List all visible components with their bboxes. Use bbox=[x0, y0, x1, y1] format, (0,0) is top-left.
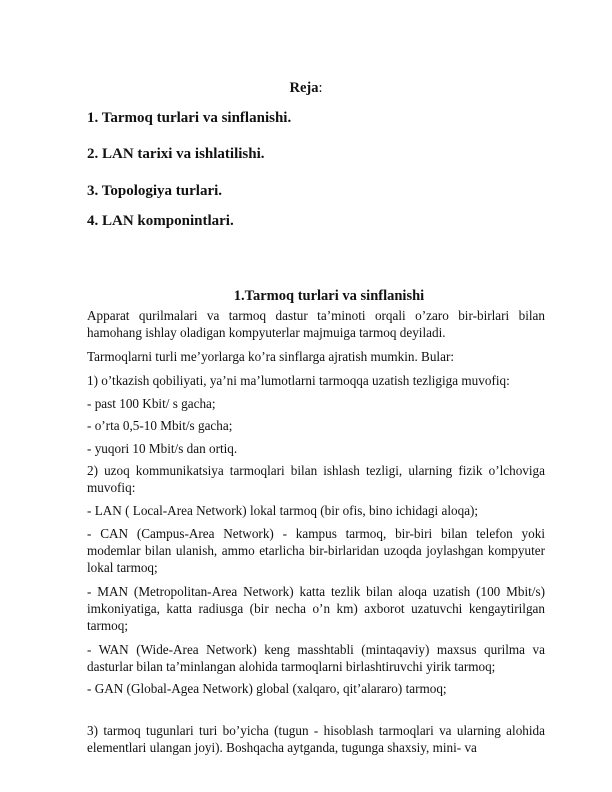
list-item-gan: - GAN (Global-Agea Network) global (xalqaro, qit’alararo) tarmoq; bbox=[87, 681, 447, 696]
list-item-can: - CAN (Campus-Area Network) - kampus tarmoq, bir-biri bilan telefon yoki modemlar bilan ulanish, ammo etarlicha bir-birlaridan uzoqda joylashgan kompyuter lokal tarmoq; bbox=[87, 526, 545, 575]
paragraph-criterion-3: 3) tarmoq tugunlari turi bo’yicha (tugun - hisoblash tarmoqlari va ularning alohida elementlari ulangan joyi). Boshqacha aytganda, tugunga shaxsiy, mini- va bbox=[87, 723, 545, 755]
plan-title: Reja bbox=[289, 80, 319, 96]
list-item-lan: - LAN ( Local-Area Network) lokal tarmoq (bir ofis, bino ichidagi aloqa); bbox=[87, 503, 479, 518]
list-item-wan: - WAN (Wide-Area Network) keng masshtabli (mintaqaviy) maxsus qurilma va dasturlar bilan ta’minlangan alohida tarmoqlarni birlashtiruvchi yirik tarmoq; bbox=[87, 642, 545, 674]
paragraph-criterion-2: 2) uzoq kommunikatsiya tarmoqlari bilan ishlash tezligi, ularning fizik o’lchoviga muvofiq: bbox=[87, 463, 545, 495]
plan-item-1: 1. Tarmoq turlari va sinflanishi. bbox=[87, 110, 292, 126]
paragraph-definition: Apparat qurilmalari va tarmoq dastur ta’minoti orqali o’zaro bir-birlari bilan hamohang ishlay oladigan kompyuterlar majmuiga tarmoq deyiladi. bbox=[87, 308, 545, 340]
plan-item-3: 3. Topologiya turlari. bbox=[87, 183, 223, 199]
plan-heading bbox=[0, 80, 612, 97]
plan-colon: : bbox=[318, 80, 323, 96]
list-item-high: - yuqori 10 Mbit/s dan ortiq. bbox=[87, 441, 238, 456]
plan-item-4: 4. LAN komponintlari. bbox=[87, 213, 234, 229]
paragraph-criterion-1: 1) o’tkazish qobiliyati, ya’ni ma’lumotlarni tarmoqqa uzatish tezligiga muvofiq: bbox=[87, 373, 510, 388]
section-title: 1.Tarmoq turlari va sinflanishi bbox=[233, 288, 425, 304]
list-item-medium: - o’rta 0,5-10 Mbit/s gacha; bbox=[87, 418, 233, 433]
paragraph-classification: Tarmoqlarni turli me’yorlarga ko’ra sinflarga ajratish mumkin. Bular: bbox=[87, 349, 455, 364]
plan-item-2: 2. LAN tarixi va ishlatilishi. bbox=[87, 146, 265, 162]
list-item-low: - past 100 Kbit/ s gacha; bbox=[87, 396, 216, 411]
list-item-man: - MAN (Metropolitan-Area Network) katta tezlik bilan aloqa uzatish (100 Mbit/s) imkoniyatiga, katta radiusga (bir necha o’n km) axborot uzatuvchi kengaytirilgan tarmoq; bbox=[87, 584, 545, 633]
